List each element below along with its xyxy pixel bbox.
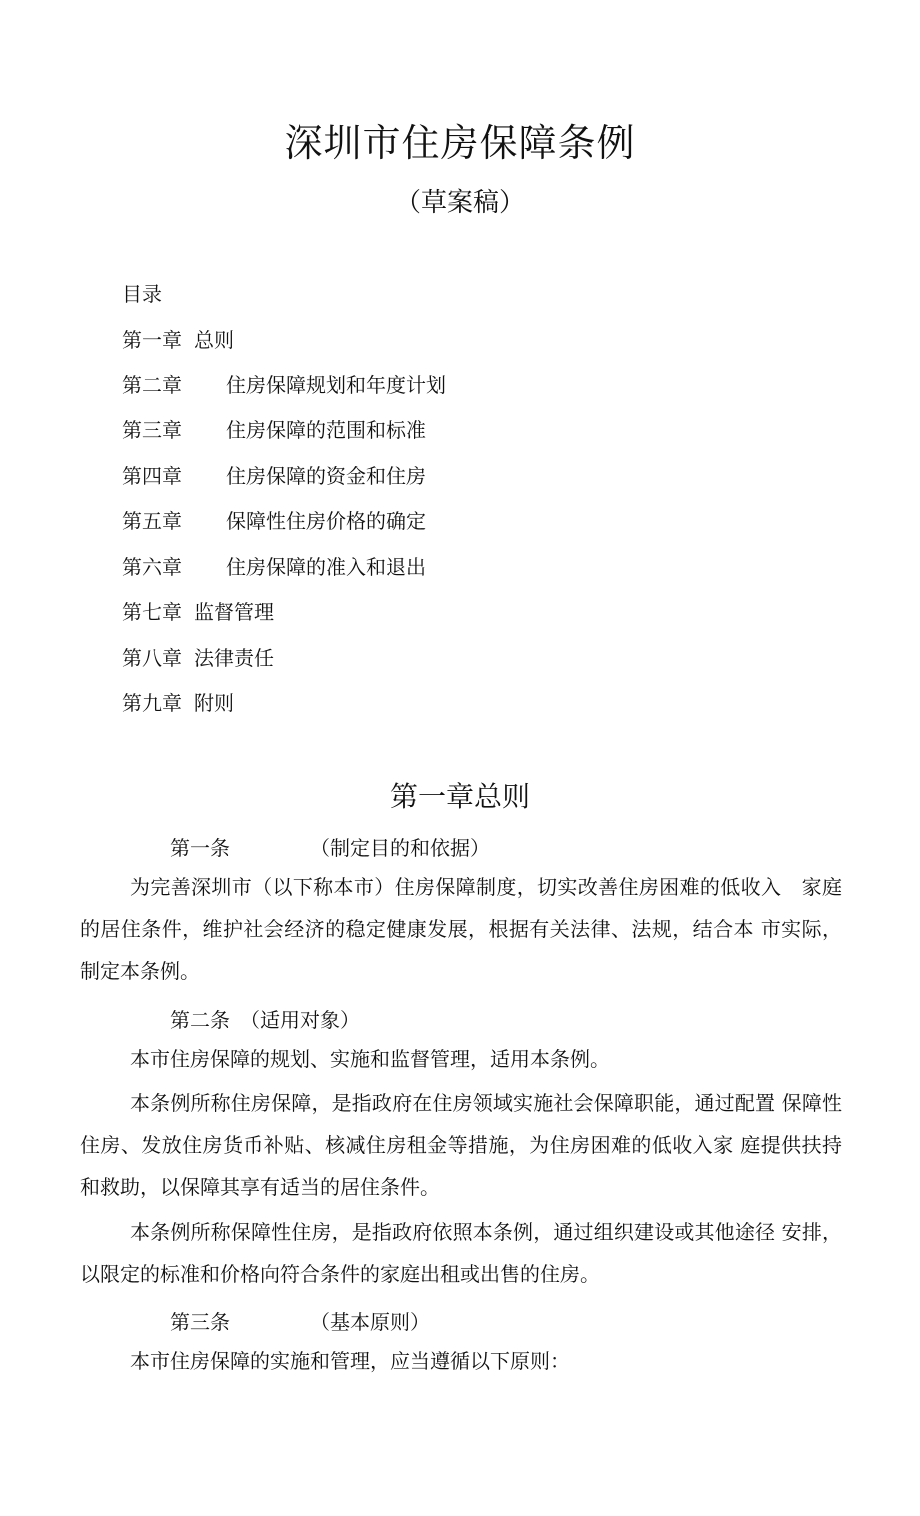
- document-subtitle: （草案稿）: [394, 188, 525, 218]
- toc-chapter: 第八章: [122, 646, 182, 670]
- toc-chapter-name: 住房保障的范围和标准: [226, 418, 426, 442]
- toc-chapter: 第四章: [122, 464, 182, 488]
- toc-chapter-name: 住房保障规划和年度计划: [226, 373, 446, 397]
- article-number: 第三条: [170, 1310, 230, 1334]
- article-subject: （制定目的和依据）: [310, 836, 490, 860]
- article-paragraph: 本条例所称住房保障，是指政府在住房领域实施社会保障职能，通过配置 保障性住房、发放住房货币补贴、核减住房租金等措施，为住房困难的低收入家 庭提供扶持和救助，以保障其享有适当的居住条件。: [80, 1091, 842, 1199]
- toc-item: [122, 324, 234, 353]
- toc-item: [122, 460, 426, 489]
- article-paragraph: 本条例所称保障性住房，是指政府依照本条例，通过组织建设或其他途径 安排，以限定的标准和价格向符合条件的家庭出租或出售的住房。: [80, 1220, 842, 1286]
- toc-chapter: 第九章: [122, 691, 182, 715]
- toc-item: [122, 369, 446, 398]
- toc-item: [122, 596, 274, 625]
- article-subject: （基本原则）: [310, 1310, 430, 1334]
- toc-item: [122, 505, 426, 534]
- article-heading: [170, 832, 490, 861]
- toc-chapter: 第二章: [122, 373, 182, 397]
- toc-heading: 目录: [122, 282, 162, 306]
- article-number: 第一条: [170, 836, 230, 860]
- toc-chapter-name: 住房保障的准入和退出: [226, 555, 426, 579]
- toc-item: [122, 414, 426, 443]
- article-heading: [170, 1306, 430, 1335]
- toc-chapter-name: 保障性住房价格的确定: [226, 509, 426, 533]
- article-paragraph: 本市住房保障的规划、实施和监督管理，适用本条例。: [130, 1047, 610, 1071]
- article-heading: [170, 1004, 360, 1033]
- article-subject: （适用对象）: [240, 1008, 360, 1032]
- chapter-title: 第一章总则: [389, 780, 530, 813]
- toc-chapter: 第一章: [122, 328, 182, 352]
- toc-chapter-name: 住房保障的资金和住房: [226, 464, 426, 488]
- toc-chapter-name: 监督管理: [194, 600, 274, 624]
- toc-chapter: 第六章: [122, 555, 182, 579]
- toc-chapter-name: 附则: [194, 691, 234, 715]
- document-title: 深圳市住房保障条例: [284, 121, 636, 165]
- toc-chapter-name: 法律责任: [194, 646, 274, 670]
- toc-chapter: 第三章: [122, 418, 182, 442]
- article-paragraph: 为完善深圳市（以下称本市）住房保障制度，切实改善住房困难的低收入 家庭的居住条件，维护社会经济的稳定健康发展，根据有关法律、法规，结合本 市实际，制定本条例。: [80, 875, 842, 983]
- toc-chapter: 第七章: [122, 600, 182, 624]
- toc-chapter: 第五章: [122, 509, 182, 533]
- toc-item: [122, 687, 234, 716]
- article-number: 第二条: [170, 1008, 230, 1032]
- toc-chapter-name: 总则: [194, 328, 234, 352]
- toc-item: [122, 642, 274, 671]
- article-paragraph: 本市住房保障的实施和管理，应当遵循以下原则：: [130, 1349, 570, 1373]
- toc-item: [122, 551, 426, 580]
